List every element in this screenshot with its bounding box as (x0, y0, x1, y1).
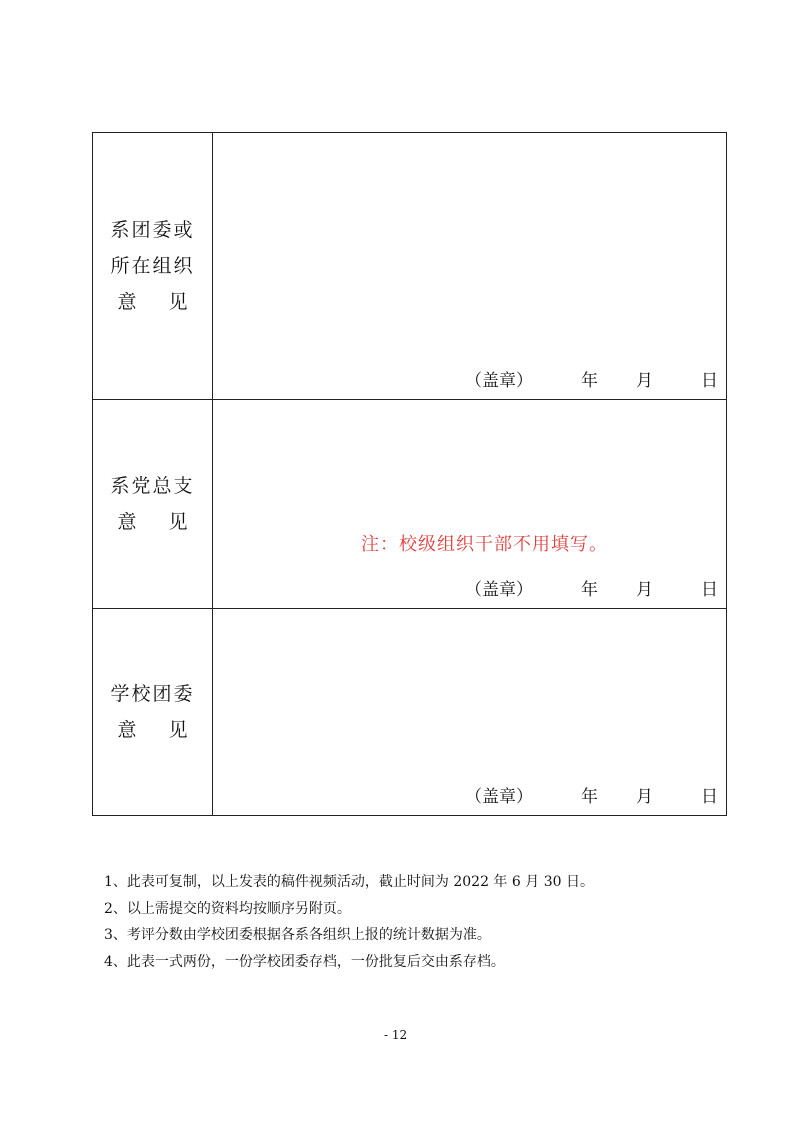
row-label-line: 系党总支 (110, 475, 195, 497)
signature-line (465, 366, 718, 391)
month-label: 月 (636, 580, 653, 600)
approval-form-table (92, 132, 727, 816)
day-label: 日 (701, 371, 718, 391)
opinion-content-cell[interactable] (213, 609, 726, 815)
page-number: - 12 (384, 1028, 408, 1042)
month-label: 月 (636, 787, 653, 807)
day-label: 日 (701, 787, 718, 807)
footnote-item: 2、以上需提交的资料均按顺序另附页。 (104, 900, 351, 917)
month-label: 月 (636, 371, 653, 391)
opinion-content-cell[interactable] (213, 133, 726, 399)
row-label-cell (93, 400, 213, 608)
opinion-char: 意 (117, 719, 137, 741)
opinion-char: 见 (168, 719, 188, 741)
row-label-opinion (118, 712, 188, 748)
seal-label: （盖章） (465, 787, 533, 807)
opinion-char: 见 (168, 291, 188, 313)
table-row (93, 133, 726, 399)
signature-line (465, 782, 718, 807)
row-label-cell (93, 609, 213, 815)
table-row (93, 608, 726, 815)
signature-line (465, 575, 718, 600)
opinion-char: 意 (117, 291, 137, 313)
footnote-item: 1、此表可复制，以上发表的稿件视频活动，截止时间为 2022 年 6 月 30 日。 (104, 874, 594, 890)
footnote-item: 3、考评分数由学校团委根据各系各组织上报的统计数据为准。 (104, 927, 491, 943)
day-label: 日 (701, 580, 718, 600)
row-label-opinion (118, 284, 188, 320)
opinion-char: 见 (168, 511, 188, 533)
note-text: 注：校级组织干部不用填写。 (361, 534, 608, 555)
row-label-line: 系团委或 (110, 219, 195, 241)
row-label-opinion (118, 504, 188, 540)
opinion-content-cell[interactable] (213, 400, 726, 608)
footnotes (104, 869, 594, 975)
table-row (93, 399, 726, 608)
year-label: 年 (581, 787, 598, 807)
row-label-line: 所在组织 (110, 255, 195, 277)
year-label: 年 (581, 371, 598, 391)
footnote-item: 4、此表一式两份，一份学校团委存档，一份批复后交由系存档。 (104, 953, 505, 970)
row-label-cell (93, 133, 213, 399)
opinion-char: 意 (117, 511, 137, 533)
seal-label: （盖章） (465, 580, 533, 600)
year-label: 年 (581, 580, 598, 600)
row-label-line: 学校团委 (110, 683, 195, 705)
seal-label: （盖章） (465, 371, 533, 391)
